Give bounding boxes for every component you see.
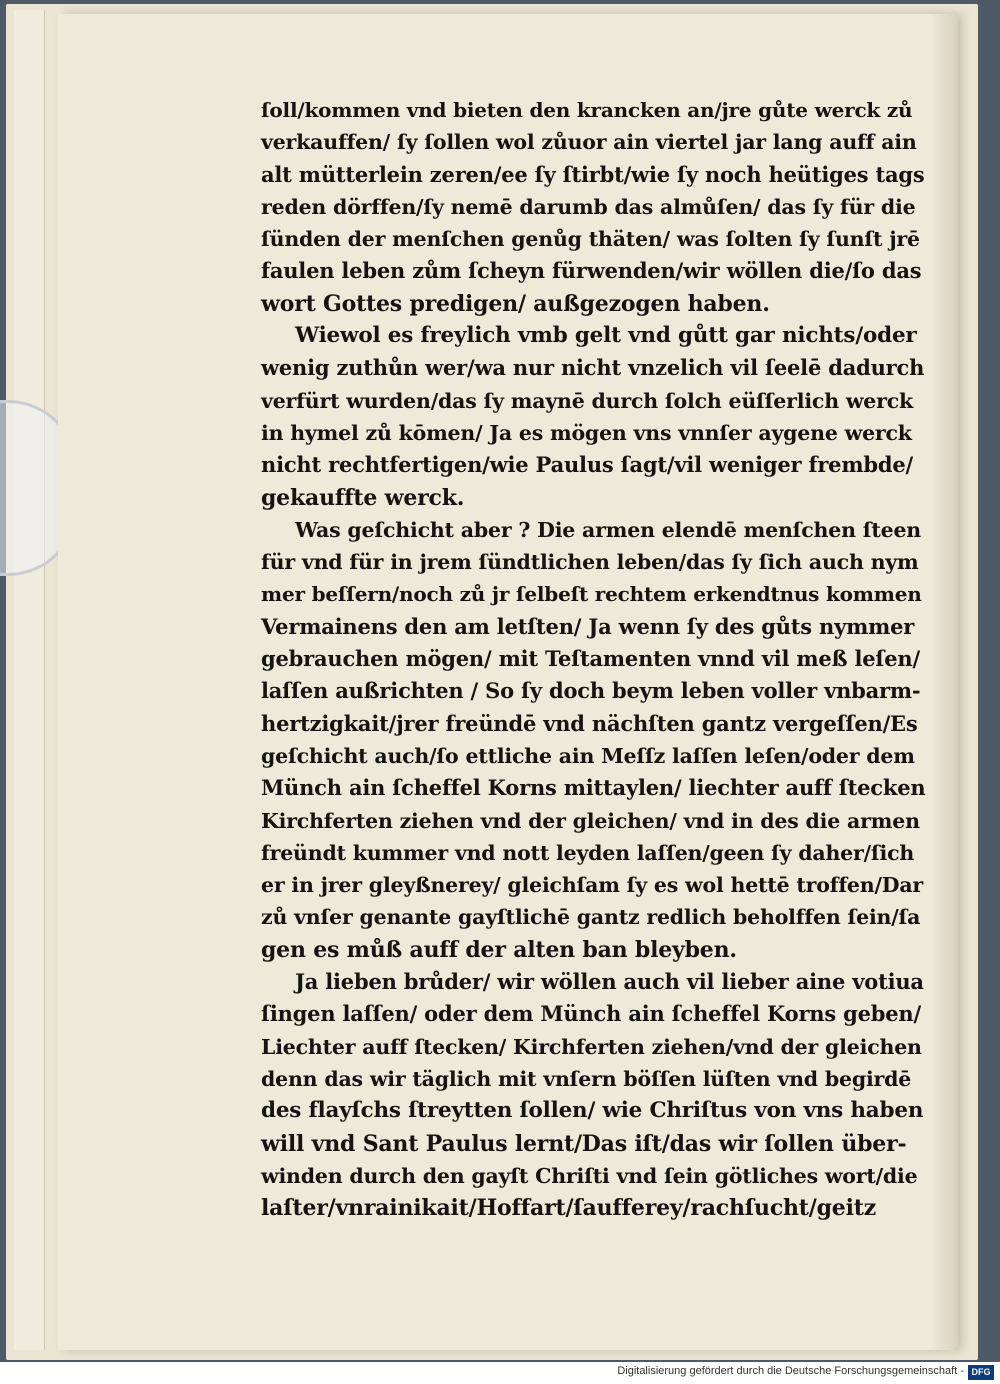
text-line: Wiewol es freylich vmb gelt vnd gůtt gar nichts/oder [295, 323, 917, 349]
text-line: Kirchferten ziehen vnd der gleichen/ vnd in des die armen [261, 808, 920, 833]
text-line: wenig zuthůn wer/wa nur nicht vnzelich vil ſeelē dadurch [261, 355, 925, 381]
text-line: wort Gottes predigen/ außgezogen haben. [261, 290, 770, 317]
text-line: in hymel zů kōmen/ Ja es mögen vns vnnſer aygene werck [261, 420, 912, 445]
text-line: will vnd Sant Paulus lernt/Das iſt/das wir ſollen über- [261, 1130, 907, 1157]
text-line: gebrauchen mögen/ mit Teſtamenten vnnd vil meß leſen/ [261, 646, 920, 672]
text-line: freündt kummer vnd nott leyden laſſen/geen ſy daher/ſich [261, 840, 915, 865]
text-block [261, 94, 926, 1224]
text-line: geſchicht auch/ſo ettliche ain Meſſz laſſen leſen/oder dem [261, 743, 915, 768]
footer-bar [0, 1362, 1000, 1384]
text-line: Ja lieben brůder/ wir wöllen auch vil lieber aine votiua [295, 969, 924, 995]
page-gutter-shadow [930, 14, 956, 1350]
text-line: ſingen laſſen/ oder dem Münch ain ſcheffel Korns geben/ [261, 1001, 921, 1027]
text-line: verfürt wurden/das ſy maynē durch ſolch eüſſerlich werck [261, 388, 914, 413]
text-line: gekauffte werck. [261, 484, 465, 511]
text-line: Vermainens den am letſten/ Ja wenn ſy des gůts nymmer [261, 613, 915, 639]
text-line: Liechter auff ſtecken/ Kirchferten ziehen/vnd der gleichen [261, 1034, 922, 1059]
text-line: ſünden der menſchen genůg thäten/ was ſolten ſy ſunſt jrē [261, 227, 920, 252]
text-line: reden dörffen/ſy nemē darumb das almůſen/ das ſy für die [261, 194, 916, 219]
text-line: nicht rechtfertigen/wie Paulus ſagt/vil weniger frembde/ [261, 452, 913, 478]
binding-edge [14, 10, 45, 1350]
text-line: hertzigkait/jrer freündē vnd nächſten gantz vergeſſen/Es [261, 710, 918, 736]
text-line: winden durch den gayſt Chriſti vnd ſein götliches wort/die [261, 1163, 918, 1188]
text-line: verkauffen/ ſy ſollen wol zůuor ain viertel jar lang auff ain [261, 130, 917, 155]
book-page [58, 14, 956, 1350]
text-line: laſſen außrichten / So ſy doch beym leben voller vnbarm- [261, 678, 921, 704]
text-line: Münch ain ſcheffel Korns mittaylen/ liechter auff ſtecken [261, 775, 926, 801]
text-line: mer beſſern/noch zů jr ſelbeſt rechtem erkendtnus kommen [261, 582, 922, 607]
text-line: alt mütterlein zeren/ee ſy ſtirbt/wie ſy noch heütiges tags [261, 161, 925, 187]
text-line: laſter/vnrainikait/Hoffart/ſaufferey/rachſucht/geitz [261, 1195, 876, 1222]
text-line: für vnd für in jrem ſündtlichen leben/das ſy ſich auch nym [261, 550, 919, 575]
text-line: gen es můß auff der alten ban bleyben. [261, 936, 737, 963]
text-line: er in jrer gleyßnerey/ gleichſam ſy es wol hettē troffen/Dar [261, 873, 924, 898]
funding-credit: Digitalisierung gefördert durch die Deutsche Forschungsgemeinschaft - [617, 1365, 964, 1377]
text-line: ſoll/kommen vnd bieten den krancken an/jre gůte werck zů [261, 98, 913, 122]
text-line: zů vnſer genante gayſtlichē gantz redlich beholffen ſein/ſa [261, 905, 921, 930]
text-line: Was geſchicht aber ? Die armen elendē menſchen ſteen [295, 517, 922, 542]
text-line: faulen leben zům ſcheyn fürwenden/wir wöllen die/ſo das [261, 258, 922, 284]
dfg-logo-icon: DFG [968, 1365, 994, 1380]
text-line: des flayſchs ſtreytten ſollen/ wie Chriſtus von vns haben [261, 1098, 924, 1124]
text-line: denn das wir täglich mit vnſern böſſen lüſten vnd begirdē [261, 1066, 912, 1091]
